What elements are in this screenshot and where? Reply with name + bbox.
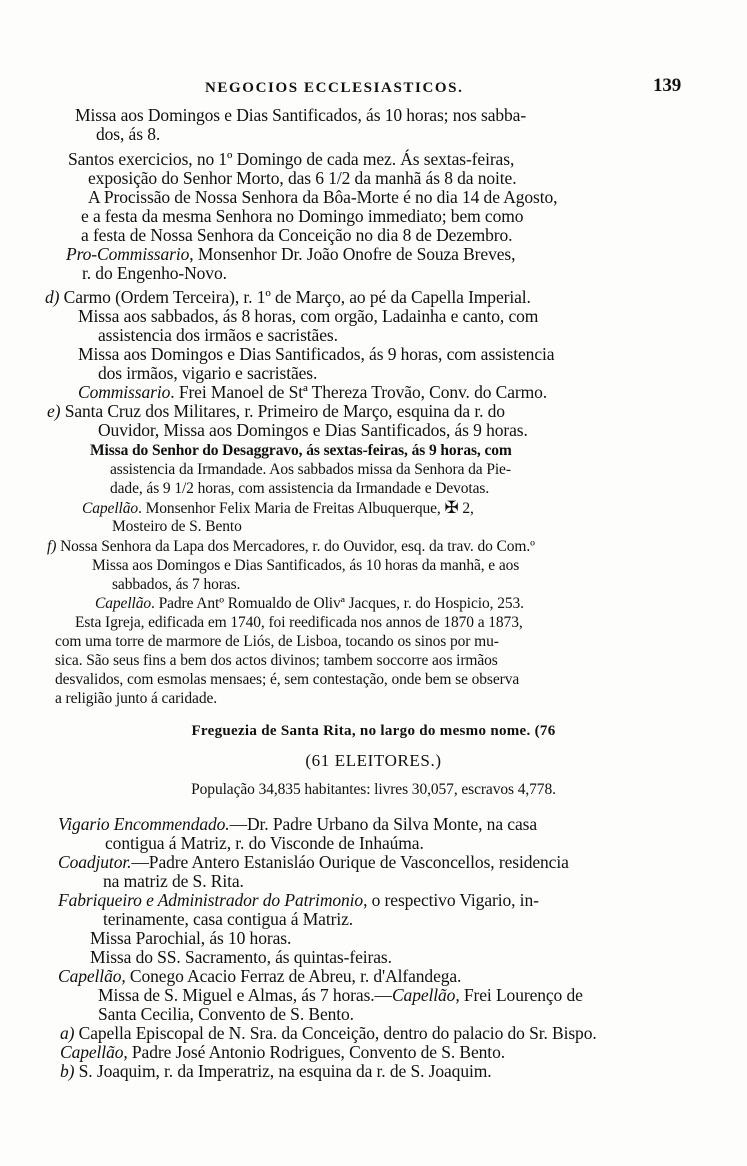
text-line: terinamente, casa contigua á Matriz. (103, 909, 354, 929)
text-line: Missa aos Domingos e Dias Santificados, ás 10 horas; nos sabba- (75, 105, 527, 125)
text-line: assistencia dos irmãos e sacristães. (98, 325, 338, 345)
entry-marker: b) (60, 1061, 75, 1081)
section-electors: (61 ELEITORES.) (305, 751, 442, 770)
entry-e: e) Santa Cruz dos Militares, r. Primeiro de Março, esquina da r. do (47, 401, 505, 421)
text-line: exposição do Senhor Morto, das 6 1/2 da manhã ás 8 da noite. (88, 168, 517, 188)
text-line: Santos exercicios, no 1º Domingo de cada mez. Ás sextas-feiras, (68, 149, 515, 169)
entry-d: d) Carmo (Ordem Terceira), r. 1º de Março, ao pé da Capella Imperial. (45, 287, 531, 307)
text-line: Coadjutor.—Padre Antero Estanisláo Ourique de Vasconcellos, residencia (58, 852, 569, 872)
role-label: Capellão, (58, 966, 126, 986)
entry-marker: a) (60, 1023, 75, 1043)
text-line: Capellão, Padre José Antonio Rodrigues, Convento de S. Bento. (60, 1042, 505, 1062)
text-line: Capellão. Padre Antº Romualdo de Olivª Jacques, r. do Hospicio, 253. (95, 595, 524, 612)
text-line: desvalidos, com esmolas mensaes; é, sem contestação, onde bem se observa (55, 671, 520, 688)
text-line: na matriz de S. Rita. (103, 871, 244, 891)
text-line: r. do Engenho-Novo. (82, 263, 227, 283)
text-line: Commissario. Frei Manoel de Stª Thereza Trovão, Conv. do Carmo. (78, 382, 548, 402)
role-label: Fabriqueiro e Administrador do Patrimonio (58, 890, 364, 910)
role-label: Capellão, (60, 1042, 128, 1062)
text-line: e a festa da mesma Senhora no Domingo immediato; bem como (81, 206, 524, 226)
role-label: Coadjutor. (58, 852, 132, 872)
text-line: Esta Igreja, edificada em 1740, foi reedificada nos annos de 1870 a 1873, (75, 614, 523, 631)
text-line: Capellão, Conego Acacio Ferraz de Abreu, r. d'Alfandega. (58, 966, 462, 986)
entry-marker: f) (47, 538, 57, 555)
text-line: Missa de S. Miguel e Almas, ás 7 horas.—Capellão, Frei Lourenço de (98, 985, 583, 1005)
entry-marker: e) (47, 401, 61, 421)
text-line: Ouvidor, Missa aos Domingos e Dias Santificados, ás 9 horas. (98, 420, 528, 440)
text-line: Santa Cecilia, Convento de S. Bento. (98, 1004, 354, 1024)
text-line: Vigario Encommendado.—Dr. Padre Urbano da Silva Monte, na casa (58, 814, 537, 834)
text-line: Missa do SS. Sacramento, ás quintas-feiras. (90, 947, 392, 967)
text-line: Capellão. Monsenhor Felix Maria de Freitas Albuquerque, ✠ 2, (82, 498, 474, 517)
text-line: a festa de Nossa Senhora da Conceição no dia 8 de Dezembro. (81, 225, 513, 245)
text-line: a religião junto á caridade. (55, 690, 218, 707)
text-line: sabbados, ás 7 horas. (112, 576, 241, 593)
text-line: Fabriqueiro e Administrador do Patrimonio, o respectivo Vigario, in- (58, 890, 539, 910)
text-line: assistencia da Irmandade. Aos sabbados missa da Senhora da Pie- (110, 461, 511, 478)
role-label: Pro-Commissario (66, 244, 190, 264)
text-line: dos irmãos, vigario e sacristães. (98, 363, 318, 383)
text-line: contigua á Matriz, r. do Visconde de Inhaúma. (105, 833, 424, 853)
running-title: NEGOCIOS ECCLESIASTICOS. (205, 80, 464, 96)
entry-marker: d) (45, 287, 60, 307)
entry-f: f) Nossa Senhora da Lapa dos Mercadores, r. do Ouvidor, esq. da trav. do Com.º (47, 538, 535, 555)
text-line: Missa aos Domingos e Dias Santificados, ás 9 horas, com assistencia (78, 344, 555, 364)
role-label: Capellão (82, 500, 139, 517)
text-line: Mosteiro de S. Bento (112, 518, 242, 535)
role-label: Commissario (78, 382, 171, 402)
section-title: Freguezia de Santa Rita, no largo do mesmo nome. (76 (191, 723, 556, 739)
text-line: Missa aos Domingos e Dias Santificados, ás 10 horas da manhã, e aos (92, 557, 520, 574)
section-population: População 34,835 habitantes: livres 30,057, escravos 4,778. (191, 781, 556, 798)
text-line: Pro-Commissario, Monsenhor Dr. João Onofre de Souza Breves, (66, 244, 516, 264)
text-line: A Procissão de Nossa Senhora da Bôa-Morte é no dia 14 de Agosto, (88, 187, 558, 207)
role-label: Vigario Encommendado. (58, 814, 230, 834)
page-number: 139 (653, 75, 682, 96)
text-line: Missa do Senhor do Desaggravo, ás sextas-feiras, ás 9 horas, com (90, 442, 512, 459)
entry-a: a) Capella Episcopal de N. Sra. da Conceição, dentro do palacio do Sr. Bispo. (60, 1023, 597, 1043)
cross-of-order-icon: ✠ (444, 498, 459, 517)
text-line: dos, ás 8. (96, 124, 161, 144)
role-label: Capellão (95, 595, 152, 612)
text-line: com uma torre de marmore de Liós, de Lisboa, tocando os sinos por mu- (55, 633, 499, 650)
entry-b: b) S. Joaquim, r. da Imperatriz, na esquina da r. de S. Joaquim. (60, 1061, 492, 1081)
role-label: Capellão, (391, 985, 460, 1005)
text-line: Missa Parochial, ás 10 horas. (90, 928, 292, 948)
text-line: dade, ás 9 1/2 horas, com assistencia da Irmandade e Devotas. (110, 480, 490, 497)
text-line: Missa aos sabbados, ás 8 horas, com orgão, Ladainha e canto, com (78, 306, 539, 326)
text-line: sica. São seus fins a bem dos actos divinos; tambem soccorre aos irmãos (55, 652, 498, 669)
